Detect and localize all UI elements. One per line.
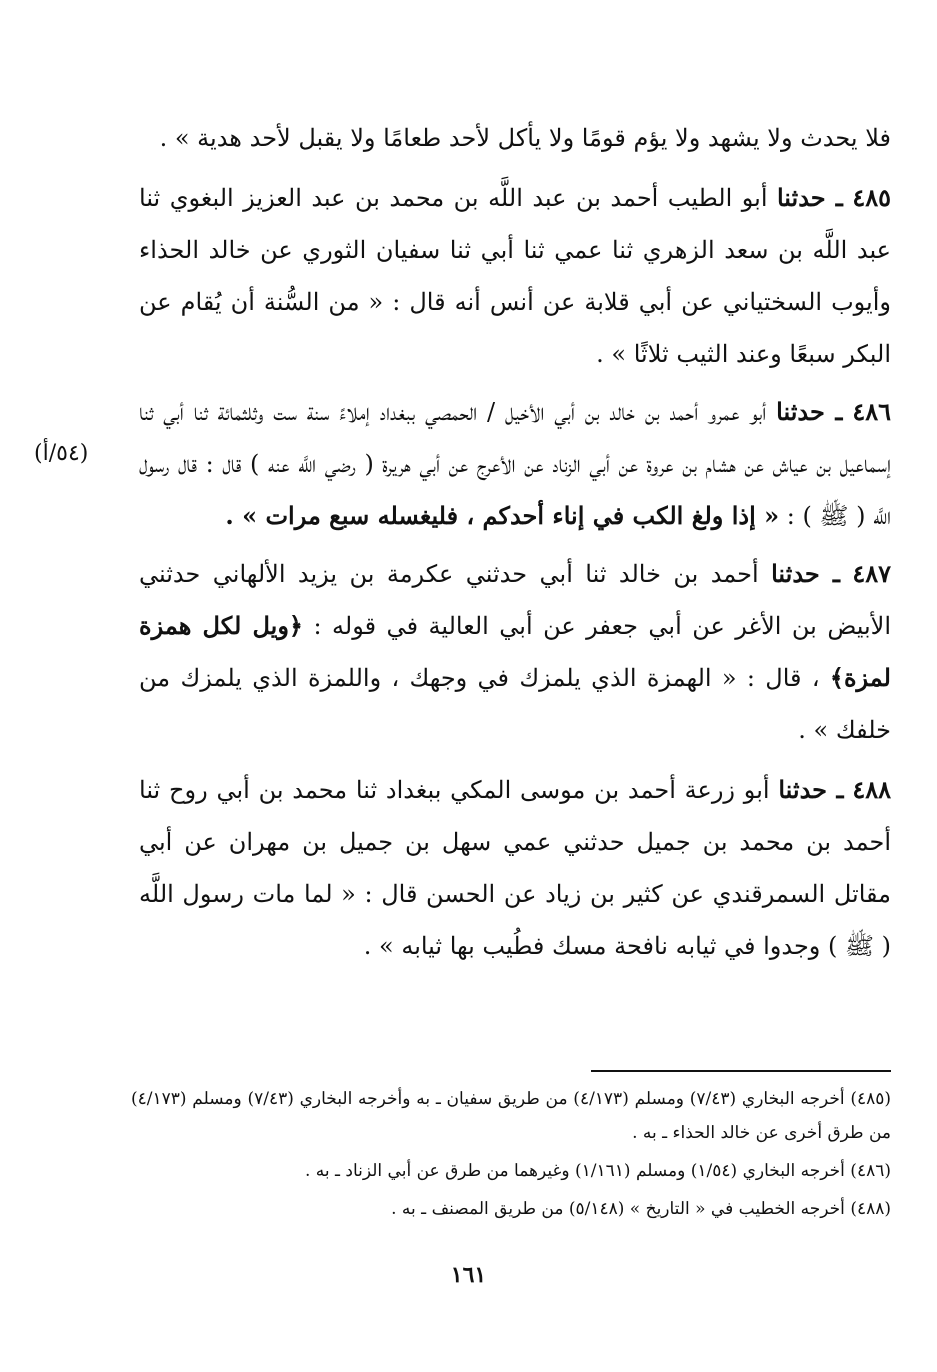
hadith-text: أبو زرعة أحمد بن موسى المكي ببغداد ثنا محمد بن أبي روح ثنا أحمد بن محمد بن جميل حدثني عمي سهل بن جميل بن مهران عن أبي مقاتل السمرقندي عن كثير بن زياد عن الحسن قال : « لما مات رسول اللَّه ( ﷺ ) وجدوا في ثيابه نافحة مسك فطُيب بها ثيابه » . <box>139 776 892 960</box>
hadith-485 <box>139 172 891 380</box>
hadith-487 <box>139 548 891 756</box>
hadith-keyword: ـ حدثنا <box>776 183 843 212</box>
hadith-488 <box>139 764 891 972</box>
paragraph-intro <box>139 112 891 164</box>
hadith-number: ٤٨٧ <box>852 559 891 588</box>
hadith-text-continued: ، قال : « الهمزة الذي يلمزك في وجهك ، واللمزة الذي يلمزك من خلفك » . <box>139 664 891 744</box>
intro-text: فلا يحدث ولا يشهد ولا يؤم قومًا ولا يأكل لأحد طعامًا ولا يقبل لأحد هدية » . <box>159 124 891 152</box>
footnote-485: (٤٨٥) أخرجه البخاري (٧/٤٣) ومسلم (٤/١٧٣) من طريق سفيان ـ به وأخرجه البخاري (٧/٤٣) ومسلم (٤/١٧٣) من طرق أخرى عن خالد الحذاء ـ به . <box>131 1089 892 1143</box>
page-number: ١٦١ <box>450 1262 487 1288</box>
hadith-text: أحمد بن خالد ثنا أبي حدثني عكرمة بن يزيد الألهاني حدثني الأبيض بن الأغر عن أبي جعفر عن أبي العالية في قوله : <box>139 560 892 640</box>
footnote-486: (٤٨٦) أخرجه البخاري (١/٥٤) ومسلم (١/١٦١) وغيرهما من طرق عن أبي الزناد ـ به . <box>304 1161 891 1181</box>
hadith-number: ٤٨٦ <box>852 397 891 426</box>
hadith-keyword: ـ حدثنا <box>771 559 840 588</box>
manuscript-folio-marker: (٥٤/أ) <box>34 441 89 466</box>
hadith-number: ٤٨٥ <box>852 183 891 212</box>
footnotes <box>131 1082 891 1230</box>
footnote-divider <box>591 1070 891 1072</box>
footnote-488: (٤٨٨) أخرجه الخطيب في « التاريخ » (٥/١٤٨) من طريق المصنف ـ به . <box>391 1199 891 1219</box>
main-text <box>139 112 891 978</box>
hadith-keyword: ـ حدثنا <box>778 775 844 804</box>
hadith-keyword: ـ حدثنا <box>776 397 843 426</box>
quran-quote-bold: ﴿ويل لكل همزة لمزة﴾ <box>139 611 891 692</box>
hadith-text: أبو الطيب أحمد بن عبد اللَّه بن محمد بن عبد العزيز البغوي ثنا عبد اللَّه بن سعد الزهري ثنا عمي ثنا أبي ثنا سفيان الثوري عن خالد الحذاء وأيوب السختياني عن أبي قلابة عن أنس أنه قال : « من السُّنة أن يُقام عن البكر سبعًا وعند الثيب ثلاثًا » . <box>139 184 891 368</box>
hadith-486 <box>139 386 891 542</box>
hadith-number: ٤٨٨ <box>852 775 891 804</box>
hadith-quote-bold: « إذا ولغ الكب في إناء أحدكم ، فليغسله سبع مرات » . <box>225 501 780 530</box>
hadith-text: أبو عمرو أحمد بن خالد بن أبي الأخيل / الحمصي ببغداد إملاءً سنة ست وثلثمائة ثنا أبي ثنا إسماعيل بن عياش عن هشام بن عروة عن أبي الزناد عن الأعرج عن أبي هريرة ( رضي اللَّه عنه ) قال : قال رسول اللَّه ( ﷺ ) : <box>139 398 891 530</box>
